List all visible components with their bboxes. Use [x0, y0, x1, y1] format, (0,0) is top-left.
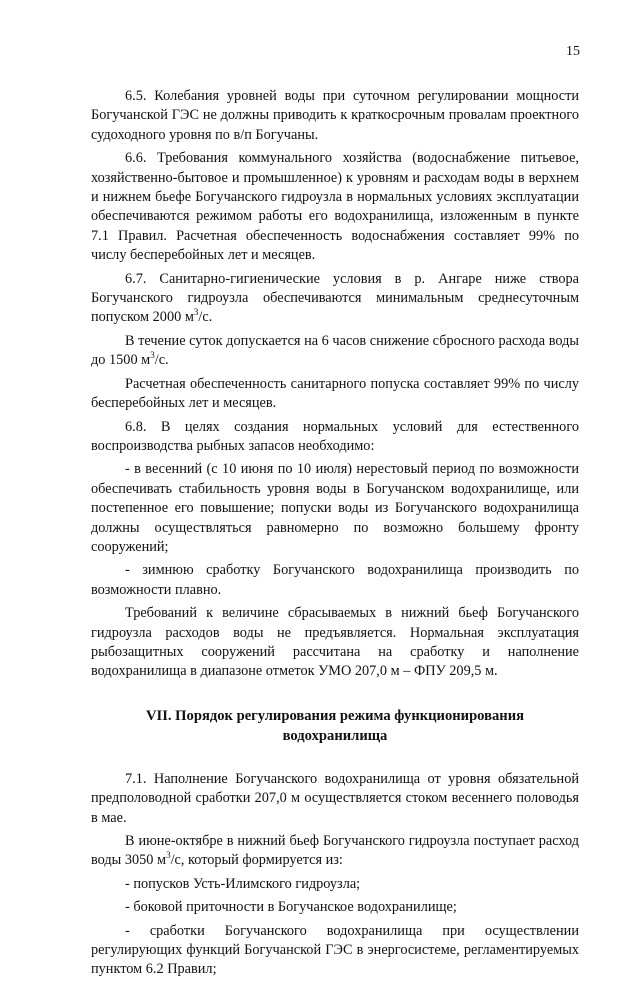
paragraph-6-6: 6.6. Требования коммунального хозяйства (водоснабжение питьевое, хозяйственно-бытовое и промышленное) к уровням и расходам воды в верхнем и нижнем бьефе Богучанского гидроузла в нормальных условиях эксплуатации обеспечиваются режимом работы его водохранилища, изложенным в пункте 7.1 Правил. Расчетная обеспеченность водоснабжения составляет 99% по числу бесперебойных лет и месяцев. — [91, 150, 579, 264]
paragraph-7-1: 7.1. Наполнение Богучанского водохранилища от уровня обязательной предполоводной сработки 207,0 м осуществляется стоком весеннего половодья в мае. — [91, 770, 579, 826]
paragraph-daily-reduction — [91, 332, 579, 371]
superscript: 3 — [193, 307, 199, 318]
list-item: - боковой приточности в Богучанское водохранилище; — [125, 899, 457, 916]
paragraph-fish-protection: Требований к величине сбрасываемых в нижний бьеф Богучанского гидроузла расходов воды не предъявляется. Нормальная эксплуатация рыбозащитных сооружений рассчитана на сработку и наполнение водохранилища в диапазоне отметок УМО 207,0 м – ФПУ 209,5 м. — [91, 605, 579, 680]
text-run: /с. — [154, 352, 169, 369]
text-run: /с. — [198, 309, 213, 326]
list-item-spring: - в весенний (с 10 июня по 10 июля) нерестовый период по возможности обеспечивать стабильность уровня воды в Богучанском водохранилище, или постепенное его повышение; попуски воды из Богучанского водохранилища должны осуществляться равномерно по возможно большему фронту сооружений; — [91, 461, 579, 555]
list-item-winter: - зимнюю сработку Богучанского водохранилища производить по возможности плавно. — [91, 562, 579, 598]
page-number: 15 — [566, 44, 580, 59]
text-run: /с, который формируется из: — [170, 852, 343, 869]
section-heading: VII. Порядок регулирования режима функционирования водохранилища — [145, 707, 525, 744]
paragraph-6-8: 6.8. В целях создания нормальных условий для естественного воспроизводства рыбных запасов необходимо: — [91, 418, 579, 454]
list-item: - сработки Богучанского водохранилища при осуществлении регулирующих функций Богучанской ГЭС в энергосистеме, регламентируемых пунктом 6.2 Правил; — [91, 922, 579, 978]
paragraph-6-7 — [91, 270, 579, 328]
superscript: 3 — [166, 850, 171, 861]
paragraph-june-october — [91, 832, 579, 871]
superscript: 3 — [150, 350, 155, 361]
text-run: В июне-октябре в нижний бьеф Богучанского гидроузла поступает расход воды 3050 м — [91, 833, 579, 869]
paragraph-6-5: 6.5. Колебания уровней воды при суточном регулировании мощности Богучанской ГЭС не должны приводить к краткосрочным провалам проектного судоходного уровня по в/п Богучаны. — [91, 88, 579, 143]
text-run: В течение суток допускается на 6 часов снижение сбросного расхода воды до 1500 м — [91, 332, 579, 369]
list-item: - попусков Усть-Илимского гидроузла; — [125, 875, 361, 892]
text-run: 6.7. Санитарно-гигиенические условия в р. Ангаре ниже створа Богучанского гидроузла обеспечиваются минимальным среднесуточным попуском 2000 м — [91, 270, 579, 326]
paragraph-sanitary-reliability: Расчетная обеспеченность санитарного попуска составляет 99% по числу бесперебойных лет и месяцев. — [91, 375, 579, 412]
document-body — [91, 87, 579, 984]
